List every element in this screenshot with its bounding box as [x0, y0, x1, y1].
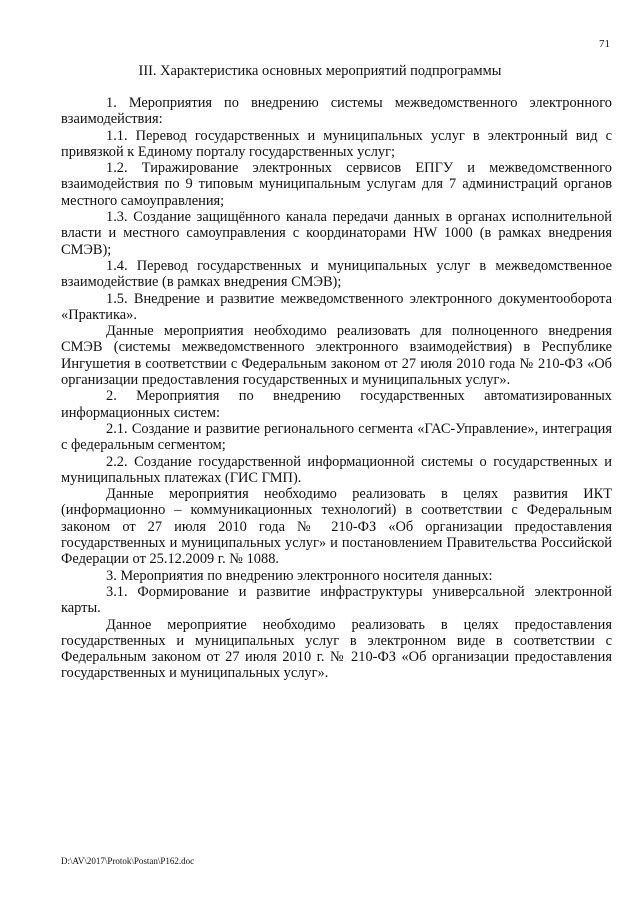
paragraph: 2.2. Создание государственной информационной системы о государственных и муниципальных платежах (ГИС ГМП). — [61, 453, 612, 486]
paragraph: Данные мероприятия необходимо реализовать для полноценного внедрения СМЭВ (системы межведомственного электронного взаимодействия) в Республике Ингушетия в соответствии с Федеральным законом от 27 июля 2010 года № 210-ФЗ «Об организации предоставления государственных и муниципальных услуг». — [61, 323, 612, 389]
document-body — [61, 95, 612, 682]
paragraph: 1.3. Создание защищённого канала передачи данных в органах исполнительной власти и местного самоуправления с координаторами HW 1000 (в рамках внедрения СМЭВ); — [61, 209, 612, 258]
paragraph: 1.1. Перевод государственных и муниципальных услуг в электронный вид с привязкой к Единому порталу государственных услуг; — [61, 127, 612, 160]
paragraph: 3. Мероприятия по внедрению электронного носителя данных: — [106, 567, 493, 584]
paragraph: 1. Мероприятия по внедрению системы межведомственного электронного взаимодействия: — [61, 95, 612, 128]
paragraph: 2. Мероприятия по внедрению государственных автоматизированных информационных систем: — [61, 388, 612, 421]
paragraph: 1.4. Перевод государственных и муниципальных услуг в межведомственное взаимодействие (в рамках внедрения СМЭВ); — [61, 257, 612, 291]
file-path-footer: D:\AV\2017\Protok\Postan\P162.doc — [61, 856, 195, 866]
paragraph: 1.5. Внедрение и развитие межведомственного электронного документооборота «Практика». — [61, 290, 612, 323]
paragraph: 3.1. Формирование и развитие инфраструктуры универсальной электронной карты. — [61, 583, 612, 617]
paragraph: 2.1. Создание и развитие регионального сегмента «ГАС-Управление», интеграция с федеральным сегментом; — [61, 420, 612, 454]
page-number: 71 — [599, 38, 610, 50]
paragraph: Данное мероприятие необходимо реализовать в целях предоставления государственных и муниципальных услуг в электронном виде в соответствии с Федеральным законом от 27 июля 2010 г. № 210-ФЗ «Об организации предоставления государственных и муниципальных услуг». — [61, 616, 612, 682]
paragraph: 1.2. Тиражирование электронных сервисов ЕПГУ и межведомственного взаимодействия по 9 типовым муниципальным услугам для 7 администраций органов местного самоуправления; — [61, 160, 612, 209]
paragraph: Данные мероприятия необходимо реализовать в целях развития ИКТ (информационно – коммуникационных технологий) в соответствии с Федеральным законом от 27 июля 2010 года № 210-ФЗ «Об организации предоставления государственных и муниципальных услуг» и постановлением Правительства Российской Федерации от 25.12.2009 г. № 1088. — [61, 486, 612, 568]
section-title: III. Характеристика основных мероприятий подпрограммы — [138, 63, 502, 79]
